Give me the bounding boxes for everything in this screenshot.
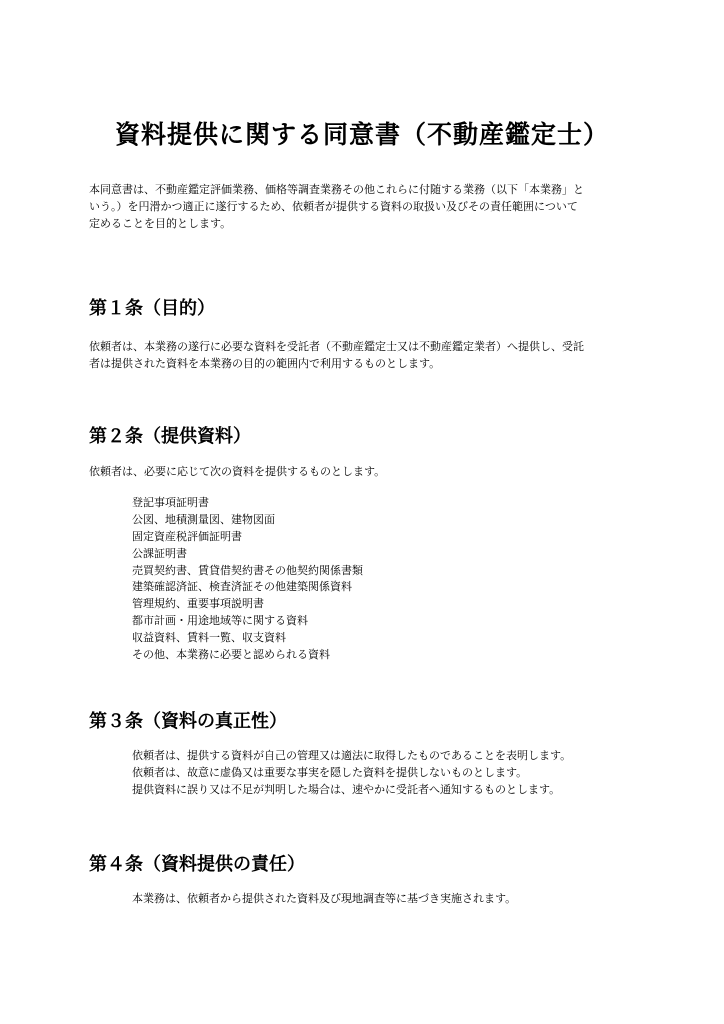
article-4-heading: 第４条（資料提供の責任） (89, 854, 305, 875)
intro-line: 定めることを目的とします。 (89, 217, 232, 230)
article-1-heading: 第１条（目的） (89, 298, 215, 319)
article-1-line: 依頼者は、本業務の遂行に必要な資料を受託者（不動産鑑定士又は不動産鑑定業者）へ提供し、受託 (89, 340, 584, 353)
list-item: 固定資産税評価証明書 (132, 529, 242, 543)
article-2-line: 依頼者は、必要に応じて次の資料を提供するものとします。 (89, 465, 386, 478)
article-1-line: 者は提供された資料を本業務の目的の範囲内で利用するものとします。 (89, 357, 441, 370)
article-2-list (132, 495, 632, 664)
intro-paragraph (89, 181, 649, 232)
intro-line: 本同意書は、不動産鑑定評価業務、価格等調査業務その他これらに付随する業務（以下「本業務」と (89, 183, 584, 196)
article-2-body (89, 463, 649, 480)
article-3-list (132, 748, 632, 799)
list-item: 依頼者は、提供する資料が自己の管理又は適法に取得したものであることを表明します。 (132, 749, 572, 762)
list-item: 売買契約書、賃貸借契約書その他契約関係書類 (132, 563, 363, 577)
list-item: 依頼者は、故意に虚偽又は重要な事実を隠した資料を提供しないものとします。 (132, 765, 528, 779)
list-item: 収益資料、賃料一覧、収支資料 (132, 631, 286, 645)
list-item: 提供資料に誤り又は不足が判明した場合は、速やかに受託者へ通知するものとします。 (132, 782, 561, 796)
list-item: 管理規約、重要事項説明書 (132, 597, 264, 611)
article-2-heading: 第２条（提供資料） (89, 426, 251, 447)
intro-line: いう。）を円滑かつ適正に遂行するため、依頼者が提供する資料の取扱い及びその責任範囲について (89, 200, 578, 213)
list-item: 都市計画・用途地域等に関する資料 (132, 614, 308, 628)
list-item: 建築確認済証、検査済証その他建築関係資料 (132, 580, 352, 594)
list-item: その他、本業務に必要と認められる資料 (132, 648, 330, 662)
article-3-heading: 第３条（資料の真正性） (89, 711, 287, 732)
list-item: 本業務は、依頼者から提供された資料及び現地調査等に基づき実施されます。 (132, 892, 517, 905)
article-1-body (89, 338, 649, 372)
list-item: 公図、地積測量図、建物図面 (132, 512, 275, 526)
list-item: 登記事項証明書 (132, 496, 209, 509)
document-title: 資料提供に関する同意書（不動産鑑定士） (114, 120, 609, 149)
list-item: 公課証明書 (132, 546, 187, 560)
article-4-list (132, 891, 632, 908)
